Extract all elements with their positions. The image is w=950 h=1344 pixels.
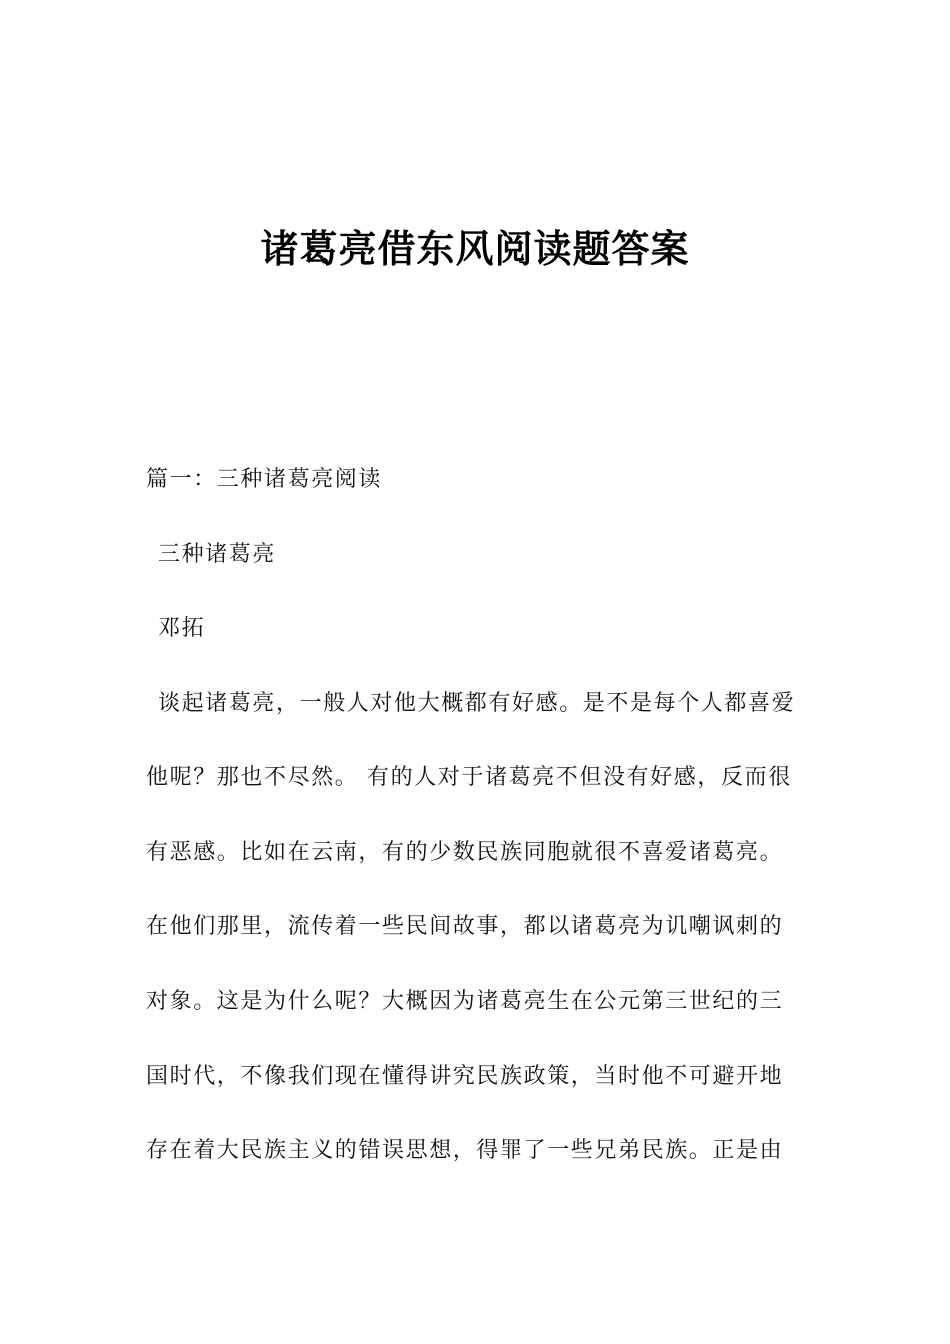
body-line: 存在着大民族主义的错误思想，得罪了一些兄弟民族。正是由	[146, 1138, 784, 1163]
body-line: 对象。这是为什么呢？大概因为诸葛亮生在公元第三世纪的三	[146, 989, 784, 1014]
body-line: 国时代，不像我们现在懂得讲究民族政策，当时他不可避开地	[146, 1064, 784, 1089]
body-line: 谈起诸葛亮，一般人对他大概都有好感。是不是每个人都喜爱	[158, 691, 796, 716]
section-heading: 篇一：三种诸葛亮阅读	[146, 467, 383, 492]
body-line: 他呢？那也不尽然。 有的人对于诸葛亮不但没有好感，反而很	[146, 765, 792, 790]
author-name: 邓拓	[158, 616, 206, 641]
article-title: 三种诸葛亮	[158, 542, 277, 567]
body-line: 在他们那里，流传着一些民间故事，都以诸葛亮为讥嘲讽刺的	[146, 914, 784, 939]
document-title: 诸葛亮借东风阅读题答案	[260, 227, 690, 271]
body-line: 有恶感。比如在云南，有的少数民族同胞就很不喜爱诸葛亮。	[146, 840, 784, 865]
